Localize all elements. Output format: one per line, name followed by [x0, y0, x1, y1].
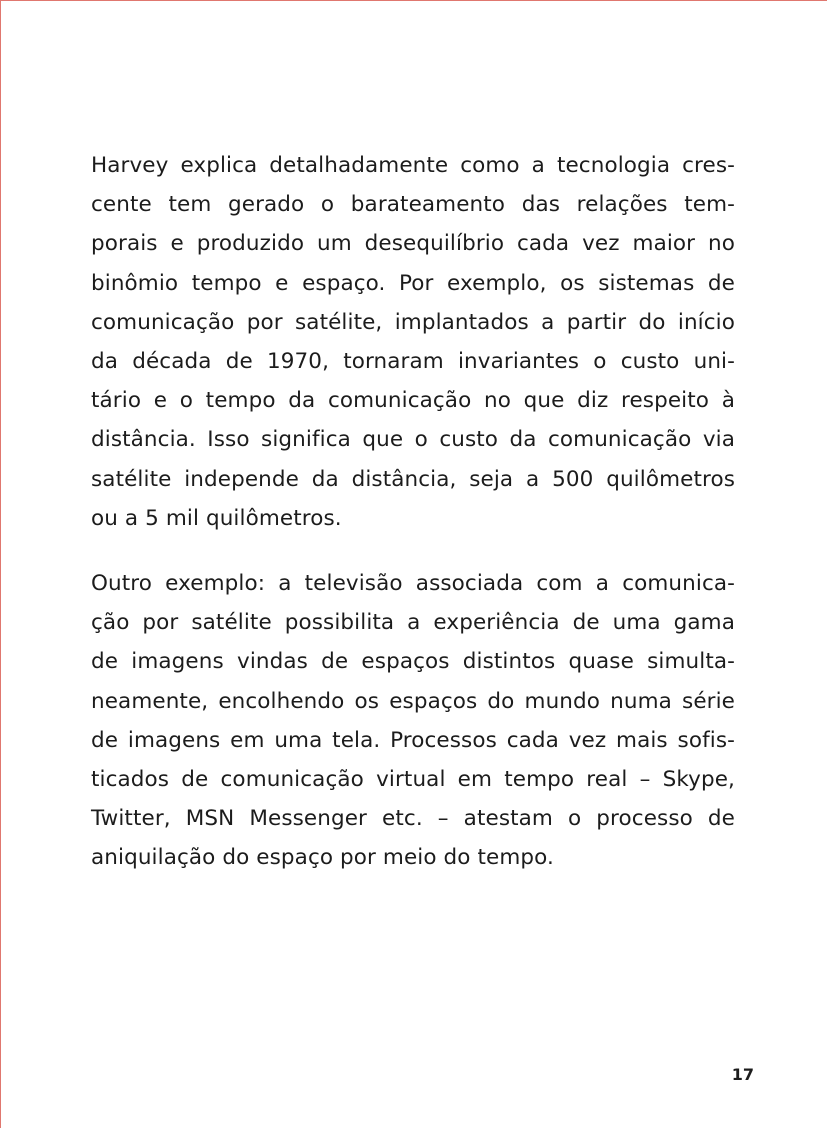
- text-line: Outro exemplo: a televisão associada com a comunica-: [91, 571, 735, 596]
- text-line: porais e produzido um desequilíbrio cada vez maior no: [91, 231, 735, 257]
- text-line: ticados de comunicação virtual em tempo real – Skype,: [91, 766, 735, 792]
- text-line: cente tem gerado o barateamento das relações tem-: [91, 192, 735, 218]
- text-line: Harvey explica detalhadamente como a tecnologia cres-: [91, 153, 735, 178]
- text-line: satélite independe da distância, seja a 500 quilômetros: [91, 466, 735, 492]
- text-line: de imagens em uma tela. Processos cada vez mais sofis-: [91, 727, 735, 753]
- body-paragraph-2: [91, 564, 735, 878]
- text-line: aniquilação do espaço por meio do tempo.: [91, 845, 554, 871]
- text-line: distância. Isso significa que o custo da comunicação via: [91, 427, 735, 453]
- text-line: Twitter, MSN Messenger etc. – atestam o processo de: [91, 806, 735, 832]
- text-line: ou a 5 mil quilômetros.: [91, 505, 342, 531]
- page-number: 17: [731, 1065, 754, 1084]
- body-paragraph-1: [91, 146, 735, 538]
- text-line: ção por satélite possibilita a experiência de uma gama: [91, 610, 735, 636]
- text-line: binômio tempo e espaço. Por exemplo, os sistemas de: [91, 270, 735, 296]
- text-line: de imagens vindas de espaços distintos quase simulta-: [91, 649, 735, 675]
- text-line: comunicação por satélite, implantados a partir do início: [91, 309, 735, 335]
- text-line: tário e o tempo da comunicação no que diz respeito à: [91, 388, 735, 414]
- text-line: neamente, encolhendo os espaços do mundo numa série: [91, 688, 735, 714]
- text-line: da década de 1970, tornaram invariantes o custo uni-: [91, 348, 735, 374]
